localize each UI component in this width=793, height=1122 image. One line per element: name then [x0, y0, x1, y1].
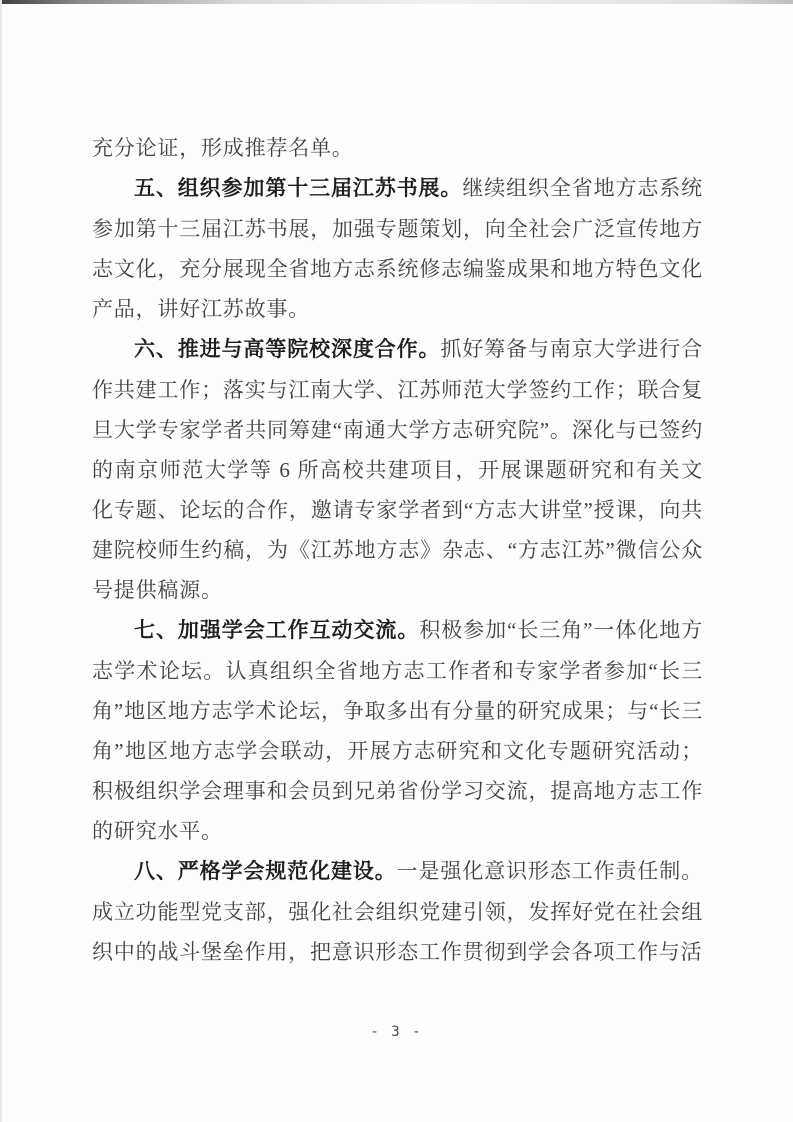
- paragraph-continuation: [92, 128, 703, 168]
- page-footer: [0, 1024, 793, 1040]
- paragraph-section-6: [92, 329, 703, 610]
- section-6-heading: 六、推进与高等院校深度合作。: [134, 338, 441, 361]
- document-body: [92, 128, 703, 972]
- section-5-heading: 五、组织参加第十三届江苏书展。: [134, 177, 463, 200]
- section-8-body: 一是强化意识形态工作责任制。成立功能型党支部，强化社会组织党建引领，发挥好党在社会组织中的战斗堡垒作用，把意识形态工作贯彻到学会各项工作与活: [92, 859, 703, 964]
- section-7-body: 积极参加“长三角”一体化地方志学术论坛。认真组织全省地方志工作者和专家学者参加“长三角”地区地方志学术论坛，争取多出有分量的研究成果；与“长三角”地区地方志学会联动，开展方志研究和文化专题研究活动；积极组织学会理事和会员到兄弟省份学习交流，提高地方志工作的研究水平。: [92, 618, 703, 843]
- section-5-body: 继续组织全省地方志系统参加第十三届江苏书展，加强专题策划，向全社会广泛宣传地方志文化，充分展现全省地方志系统修志编鉴成果和地方特色文化产品，讲好江苏故事。: [92, 176, 703, 321]
- paragraph-section-7: [92, 610, 703, 851]
- scan-edge-top-artifact: [0, 0, 793, 4]
- section-6-body: 抓好筹备与南京大学进行合作共建工作；落实与江南大学、江苏师范大学签约工作；联合复旦大学专家学者共同筹建“南通大学方志研究院”。深化与已签约的南京师范大学等 6 所高校共建项目，开展课题研究和有关文化专题、论坛的合作，邀请专家学者到“方志大讲堂”授课，向共建院校师生约稿，为《江苏地方志》杂志、“方志江苏”微信公众号提供稿源。: [92, 337, 703, 602]
- section-8-heading: 八、严格学会规范化建设。: [134, 860, 397, 883]
- section-7-heading: 七、加强学会工作互动交流。: [134, 619, 420, 642]
- paragraph-section-5: [92, 168, 703, 329]
- page-number: - 3 -: [370, 1024, 423, 1040]
- scan-edge-left-artifact: [0, 0, 2, 1122]
- continuation-text: 充分论证，形成推荐名单。: [92, 136, 354, 160]
- paragraph-section-8: [92, 851, 703, 972]
